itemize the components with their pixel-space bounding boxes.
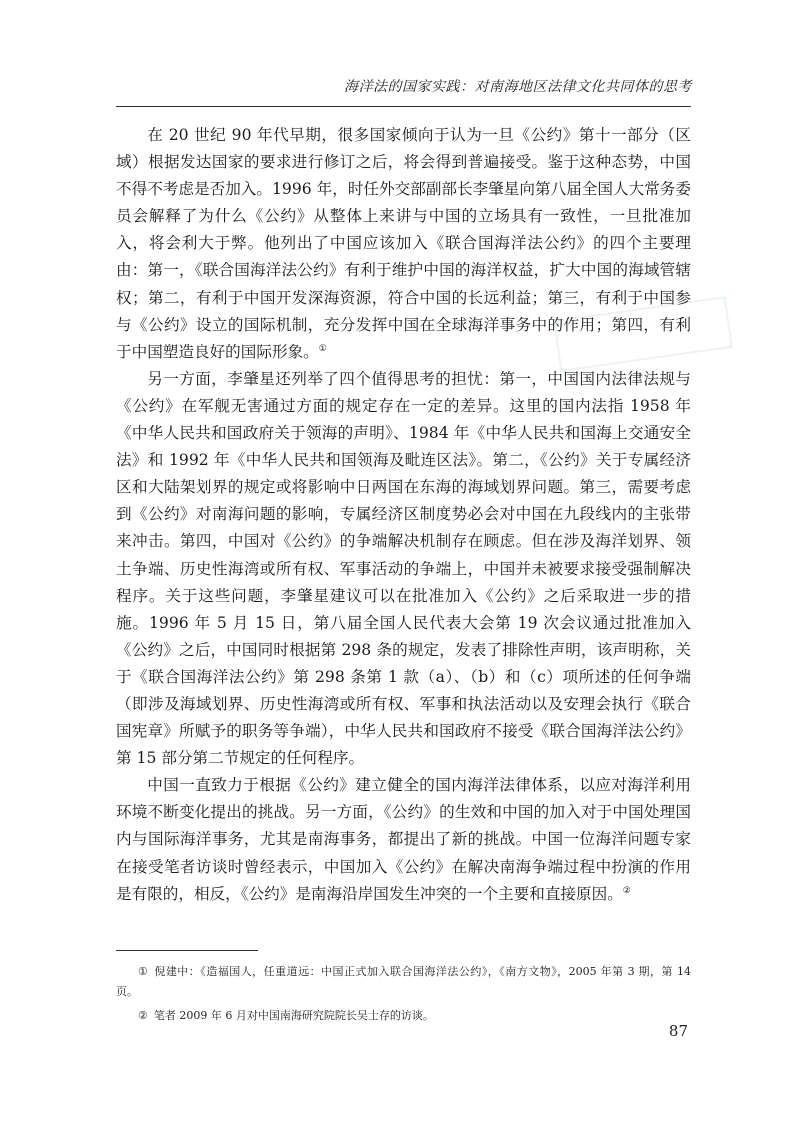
footnote-2-mark: ② [138,1009,148,1022]
footnote-ref-2: ② [622,885,631,896]
paragraph-2-text: 另一方面，李肇星还列举了四个值得思考的担忧：第一，中国国内法律法规与《公约》在军舰无害通过方面的规定存在一定的差异。这里的国内法指 1958 年《中华人民共和国政府关于领海的声明》、1984 年《中华人民共和国海上交通安全法》和 1992 年《中华人民共和国领海及毗连区法》。第二，《公约》关于专属经济区和大陆架划界的规定或将影响中日两国在东海的海域划界问题。第三，需要考虑到《公约》对南海问题的影响，专属经济区制度势必会对中国在九段线内的主张带来冲击。第四，中国对《公约》的争端解决机制存在顾虑。但在涉及海洋划界、领土争端、历史性海湾或所有权、军事活动的争端上，中国并未被要求接受强制解决程序。关于这些问题，李肇星建议可以在批准加入《公约》之后采取进一步的措施。1996 年 5 月 15 日，第八届全国人民代表大会第 19 次会议通过批准加入《公约》之后，中国同时根据第 298 条的规定，发表了排除性声明，该声明称，关于《联合国海洋法公约》第 298 条第 1 款（a）、（b）和（c）项所述的任何争端（即涉及海域划界、历史性海湾或所有权、军事和执法活动以及安理会执行《联合国宪章》所赋予的职务等争端），中华人民共和国政府不接受《联合国海洋法公约》第 15 部分第二节规定的任何程序。 [116,369,691,768]
paragraph-1-text: 在 20 世纪 90 年代早期，很多国家倾向于认为一旦《公约》第十一部分（区域）根据发达国家的要求进行修订之后，将会得到普遍接受。鉴于这种态势，中国不得不考虑是否加入。1996 年，时任外交部副部长李肇星向第八届全国人大常务委员会解释了为什么《公约》从整体上来讲与中国的立场具有一致性，一旦批准加入，将会利大于弊。他列出了中国应该加入《联合国海洋法公约》的四个主要理由：第一，《联合国海洋法公约》有利于维护中国的海洋权益，扩大中国的海域管辖权；第二，有利于中国开发深海资源，符合中国的长远利益；第三，有利于中国参与《公约》设立的国际机制，充分发挥中国在全球海洋事务中的作用；第四，有利于中国塑造良好的国际形象。 [116,126,691,361]
paragraph-1 [116,122,691,366]
paragraph-3-text: 中国一直致力于根据《公约》建立健全的国内海洋法律体系，以应对海洋利用环境不断变化提出的挑战。另一方面，《公约》的生效和中国的加入对于中国处理国内与国际海洋事务，尤其是南海事务，都提出了新的挑战。中国一位海洋问题专家在接受笔者访谈时曾经表示，中国加入《公约》在解决南海争端过程中扮演的作用是有限的，相反，《公约》是南海沿岸国发生冲突的一个主要和直接原因。 [116,776,691,903]
body-text [116,122,691,908]
footnote-1-mark: ① [138,965,149,978]
header-rule [116,106,691,107]
footnote-2 [116,1006,691,1026]
footnote-ref-1: ① [318,343,327,354]
paragraph-3 [116,772,691,907]
running-header: 海洋法的国家实践：对南海地区法律文化共同体的思考 [344,79,692,95]
footnote-1 [116,962,691,1002]
footnote-1-text: 倪建中：《造福国人，任重道远：中国正式加入联合国海洋法公约》，《南方文物》，2005 年第 3 期，第 14 页。 [116,965,691,998]
footnote-rule [116,950,258,951]
footnote-2-text: 笔者 2009 年 6 月对中国南海研究院院长吴士存的访谈。 [153,1009,434,1022]
footnotes [116,962,691,1030]
page-number: 87 [668,1022,688,1040]
paragraph-2 [116,366,691,772]
